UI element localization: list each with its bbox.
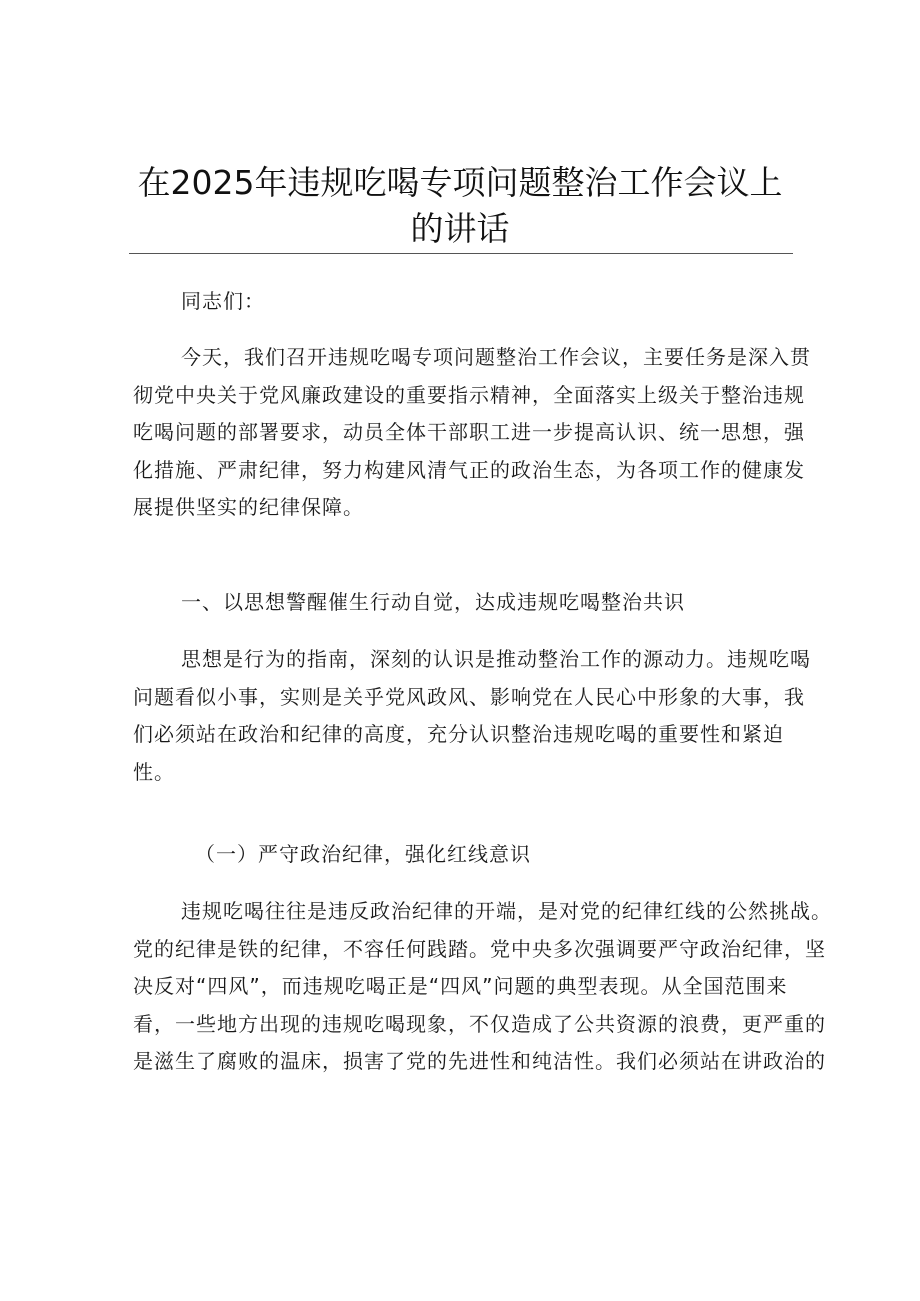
text-line: 决反对“四风”，而违规吃喝正是“四风”问题的典型表现。从全国范围来 [133, 974, 788, 998]
text-line: 化措施、严肃纪律，努力构建风清气正的政治生态，为各项工作的健康发 [133, 457, 805, 482]
text-line: 彻党中央关于党风廉政建设的重要指示精神，全面落实上级关于整治违规 [133, 382, 805, 407]
document-title-line-1: 在2025年违规吃喝专项问题整治工作会议上 [137, 163, 783, 202]
document-title-line-2: 的讲话 [410, 209, 510, 248]
subsection-1-heading [133, 836, 793, 874]
section-heading-text: 一、以思想警醒催生行动自觉，达成违规吃喝整治共识 [181, 590, 685, 614]
text-line: 看，一些地方出现的违规吃喝现象，不仅造成了公共资源的浪费，更严重的 [133, 1011, 826, 1036]
text-line: 是滋生了腐败的温床，损害了党的先进性和纯洁性。我们必须站在讲政治的 [133, 1049, 826, 1073]
salutation [133, 283, 793, 321]
text-line: 吃喝问题的部署要求，动员全体干部职工进一步提高认识、统一思想，强 [133, 420, 805, 444]
text-line: 违规吃喝往往是违反政治纪律的开端，是对党的纪律红线的公然挑战。 [181, 899, 832, 923]
subsection-1-paragraph [133, 893, 832, 1081]
intro-paragraph [133, 339, 811, 527]
text-line: 思想是行为的指南，深刻的认识是推动整治工作的源动力。违规吃喝 [181, 647, 811, 671]
text-line: 党的纪律是铁的纪律，不容任何践踏。党中央多次强调要严守政治纪律，坚 [133, 936, 826, 961]
text-line: 问题看似小事，实则是关乎党风政风、影响党在人民心中形象的大事，我 [133, 684, 805, 709]
text-line: 性。 [133, 759, 175, 784]
text-line: 今天，我们召开违规吃喝专项问题整治工作会议，主要任务是深入贯 [181, 345, 811, 369]
text-line: 展提供坚实的纪律保障。 [133, 495, 364, 519]
salutation-text: 同志们： [181, 289, 265, 313]
section-1-paragraph [133, 641, 811, 791]
title-underline [129, 253, 793, 254]
text-line: 们必须站在政治和纪律的高度，充分认识整治违规吃喝的重要性和紧迫 [133, 722, 784, 746]
section-1-heading [133, 584, 793, 622]
subsection-heading-text: （一）严守政治纪律，强化红线意识 [195, 842, 531, 866]
